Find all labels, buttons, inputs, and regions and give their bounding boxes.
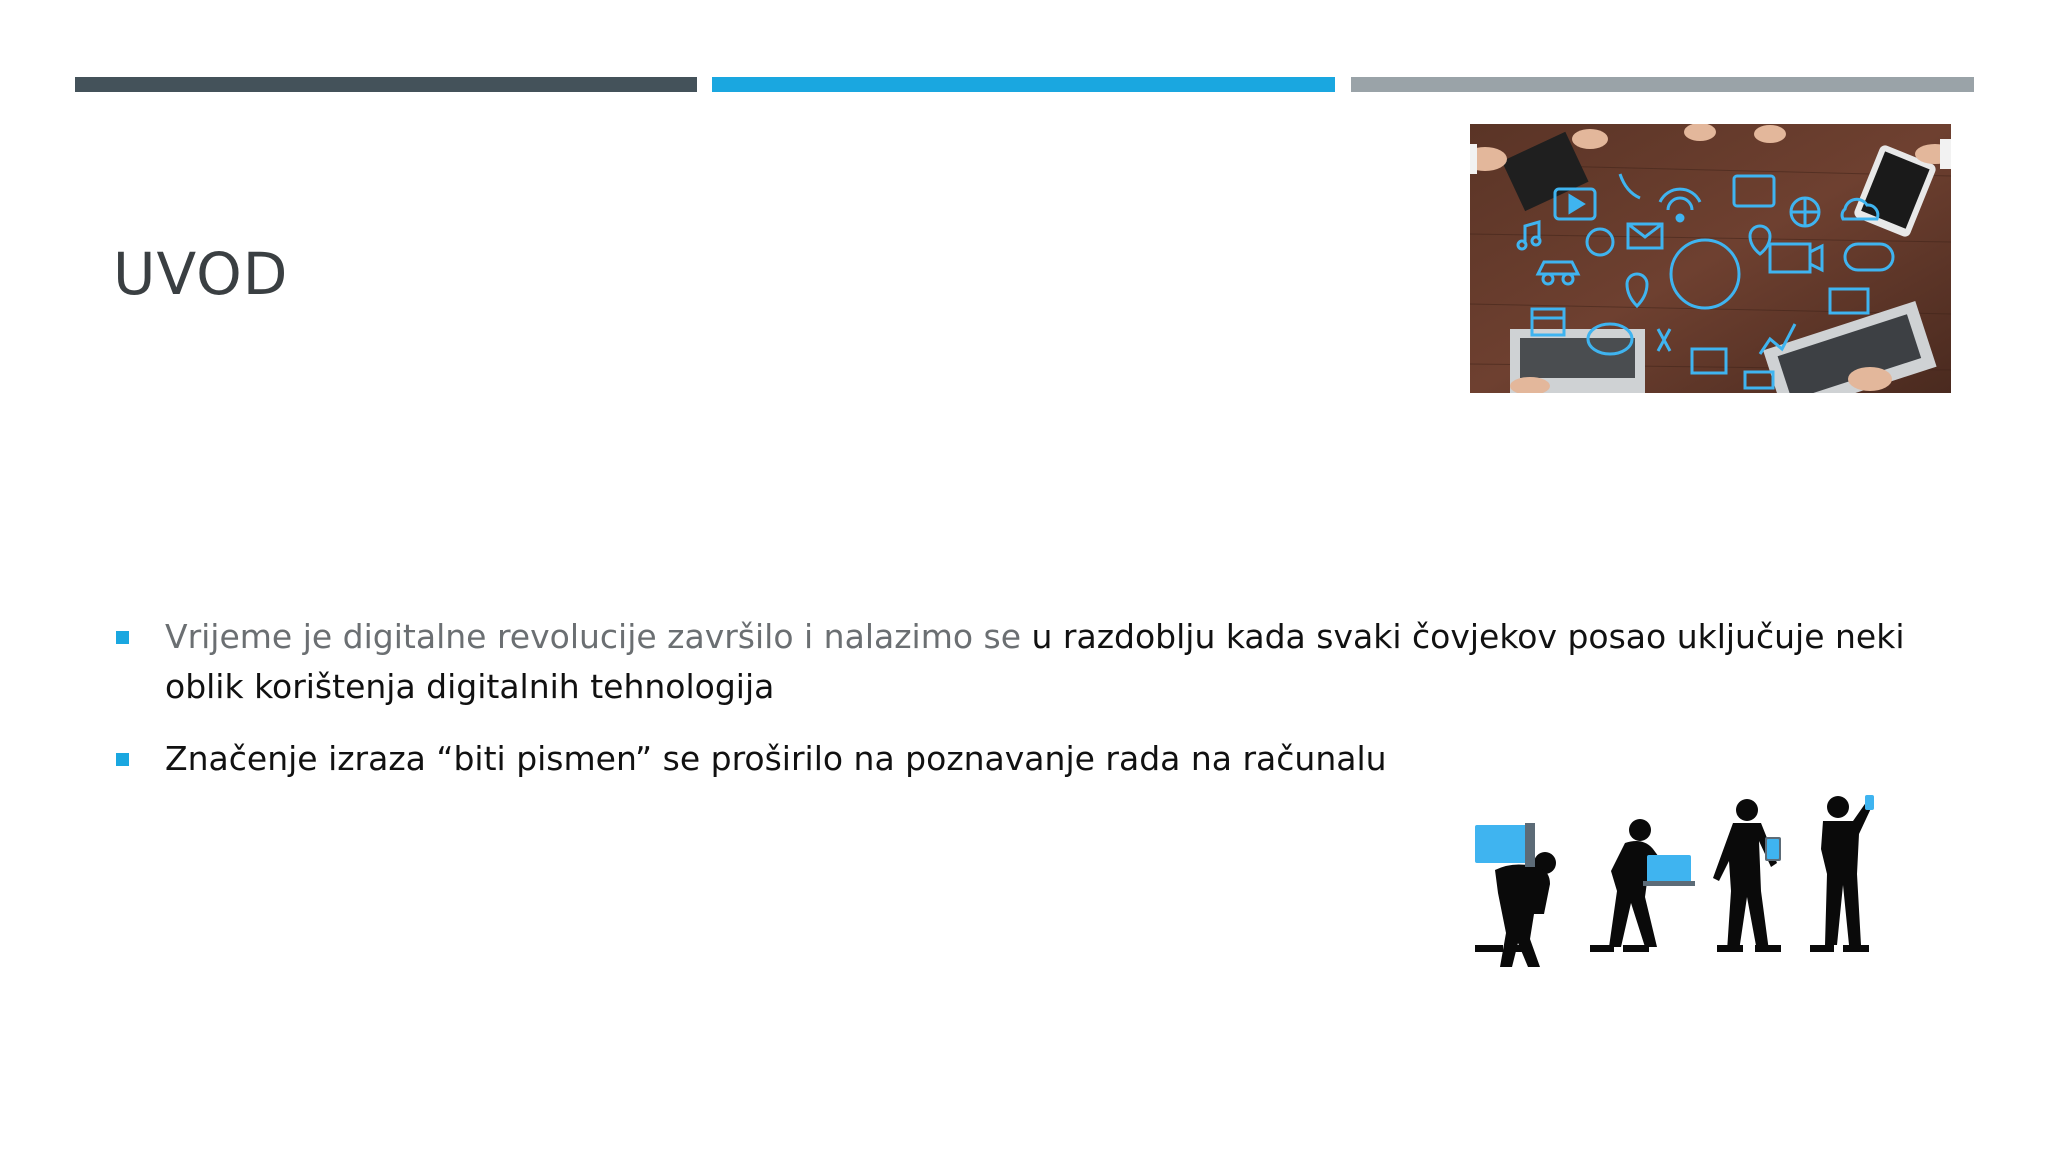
bullet-square-icon: [116, 631, 129, 644]
accent-bar-grey: [1351, 77, 1974, 92]
bullet-text-grey: Vrijeme je digitalne revolucije završilo i nalazimo se: [165, 617, 1032, 656]
bullet-text-dark: u razdoblju kada svaki čovjekov posao uključuje neki oblik korištenja digitalnih tehnologija: [165, 617, 1905, 706]
accent-bar-dark: [75, 77, 697, 92]
bullet-list: [113, 612, 1923, 806]
list-item: [113, 612, 1923, 712]
device-evolution-silhouettes: [1465, 795, 1885, 970]
bullet-square-icon: [116, 753, 129, 766]
slide-title: UVOD: [113, 240, 289, 308]
accent-bar-blue: [712, 77, 1335, 92]
digital-icons-photo: [1470, 124, 1951, 393]
list-item: [113, 734, 1923, 784]
bullet-text-dark: Značenje izraza “biti pismen” se proširilo na poznavanje rada na računalu: [165, 739, 1387, 778]
